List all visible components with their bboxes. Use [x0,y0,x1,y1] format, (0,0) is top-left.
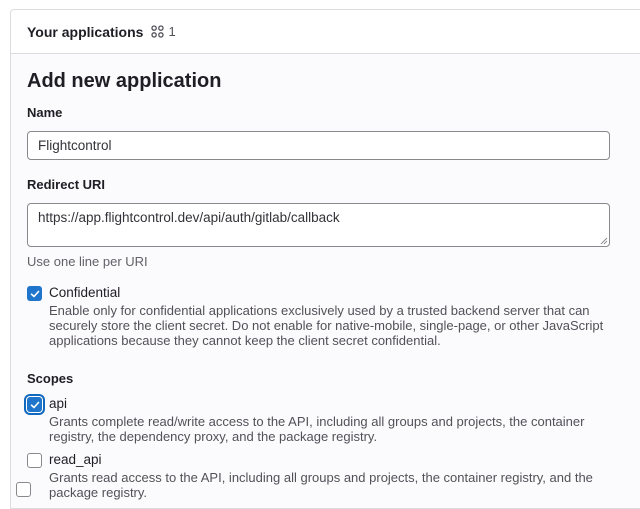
scope-api [27,395,633,444]
new-application-form [11,54,640,500]
resize-handle-icon[interactable] [600,237,608,245]
name-input[interactable]: Flightcontrol [27,131,610,160]
form-heading: Add new application [27,70,222,92]
scope-read-api [27,451,633,500]
scope-api-checkbox[interactable] [27,397,42,412]
redirect-uri-value: https://app.flightcontrol.dev/api/auth/gitlab/callback [38,210,340,225]
applications-icon [151,25,164,38]
card-title: Your applications [27,23,144,40]
confidential-description: Enable only for confidential applications exclusively used by a trusted backend server that can securely store the client secret. Do not enable for native-mobile, single-page, or other JavaScript applications because they cannot keep the client secret confidential. [49,303,604,348]
checkmark-icon [30,400,40,410]
redirect-uri-label: Redirect URI [27,177,106,192]
confidential-label: Confidential [49,285,121,300]
scope-api-description: Grants complete read/write access to the API, including all groups and projects, the container registry, the dependency proxy, and the package registry. [49,414,585,444]
card-header [11,10,640,54]
scope-read-api-description: Grants read access to the API, including all groups and projects, the container registry, and the package registry. [49,470,593,500]
scope-read-api-checkbox[interactable] [27,453,42,468]
name-label: Name [27,105,63,120]
count-value: 1 [168,24,176,39]
scope-read-api-label: read_api [49,452,102,467]
scope-api-label: api [49,396,68,411]
applications-count [151,24,175,39]
checkmark-icon [30,289,40,299]
next-scope-checkbox[interactable] [16,482,31,497]
scopes-label: Scopes [27,371,74,386]
applications-card [10,9,640,509]
redirect-uri-help: Use one line per URI [27,254,148,269]
confidential-option [27,284,633,348]
redirect-uri-textarea[interactable] [27,203,610,247]
confidential-checkbox[interactable] [27,286,42,301]
